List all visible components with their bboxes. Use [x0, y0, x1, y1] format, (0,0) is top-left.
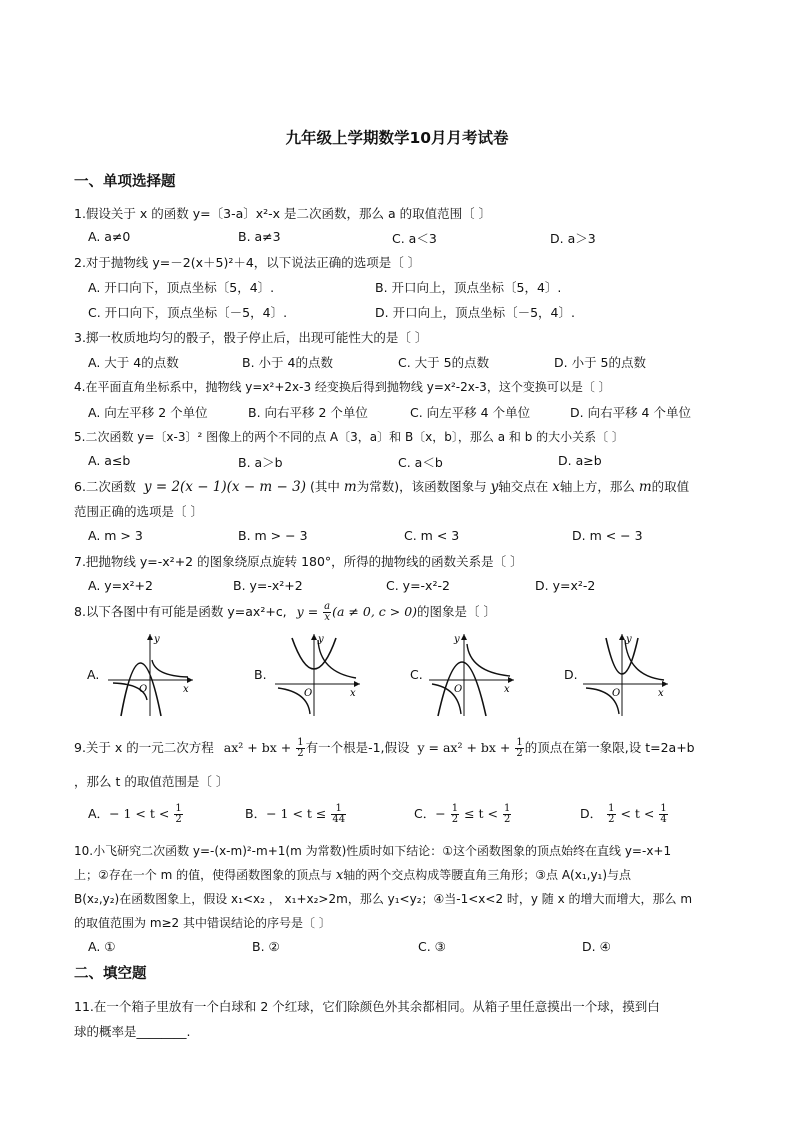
- q5-option-d: D. a≥b: [558, 453, 602, 468]
- q3-option-c: C. 大于 5的点数: [398, 355, 490, 370]
- q8-graph-a-label: A.: [87, 667, 100, 682]
- question-10-line3: B(x₂,y₂)在函数图象上，假设 x₁<x₂ ， x₁+x₂>2m，那么 y₁<y₂；④当-1<x<2 时，y 随 x 的增大而增大，那么 m: [74, 892, 693, 906]
- q8-graph-d-label: D.: [564, 667, 578, 682]
- q4-option-d: D. 向右平移 4 个单位: [570, 405, 691, 420]
- q8-graph-a-x-label: x: [183, 684, 189, 695]
- q8-graph-d-origin: O: [612, 688, 621, 699]
- q4-option-b: B. 向右平移 2 个单位: [248, 405, 368, 420]
- q9-option-b: B．− 1 < t ≤ $\frac{1}{44}$: [245, 803, 346, 825]
- q8-graph-c-y-label: y: [454, 634, 460, 645]
- question-4-stem: 4.在平面直角坐标系中，抛物线 y=x²+2x-3 经变换后得到抛物线 y=x²-2x-3，这个变换可以是〔 〕: [74, 380, 611, 394]
- q1-option-d: D. a＞3: [550, 231, 596, 246]
- q4-option-c: C. 向左平移 4 个单位: [410, 405, 531, 420]
- question-10-line4: 的取值范围为 m≥2 其中错误结论的序号是〔 〕: [74, 916, 331, 930]
- q5-option-c: C. a＜b: [398, 455, 443, 470]
- q8-graph-d-y-label: y: [626, 634, 632, 645]
- q8-graph-b-y-label: y: [318, 634, 324, 645]
- q7-option-b: B. y=-x²+2: [233, 578, 303, 593]
- question-6-stem-line2: 范围正确的选项是〔 〕: [74, 504, 203, 519]
- q2-option-d: D. 开口向上，顶点坐标〔－5，4〕.: [375, 305, 575, 320]
- section-heading-choice: 一、单项选择题: [74, 174, 176, 190]
- q8-graph-c-label: C.: [410, 667, 423, 682]
- question-10-line2: 上；②存在一个 m 的值，使得函数图象的顶点与 x轴的两个交点构成等腰直角三角形；③点 A(x₁,y₁)与点: [74, 868, 632, 883]
- q5-option-a: A. a≤b: [88, 453, 131, 468]
- q10-option-a: A. ①: [88, 939, 116, 954]
- q8-graph-c-x-label: x: [504, 684, 510, 695]
- section-heading-fill-blank: 二、填空题: [74, 966, 147, 982]
- q6-option-b: B. m > − 3: [238, 528, 308, 543]
- q8-graph-c-origin: O: [454, 684, 463, 695]
- q8-graph-a: [103, 630, 198, 718]
- q5-option-b: B. a＞b: [238, 455, 283, 470]
- q10-option-b: B. ②: [252, 939, 280, 954]
- q8-graph-b-origin: O: [304, 688, 313, 699]
- q6-formula: y = 2(x − 1)(x − m − 3): [143, 479, 306, 495]
- q1-option-c: C. a＜3: [392, 231, 437, 246]
- q8-graph-a-y-label: y: [154, 634, 160, 645]
- question-6-stem: 6.二次函数 y = 2(x − 1)(x − m − 3) (其中 m为常数)，该函数图象与 y轴交点在 x轴上方，那么 m的取值: [74, 479, 690, 495]
- q8-graph-a-origin: O: [139, 684, 148, 695]
- q8-graph-d: [578, 630, 673, 718]
- q8-graph-b-label: B.: [254, 667, 267, 682]
- q2-option-c: C. 开口向下，顶点坐标〔－5，4〕.: [88, 305, 288, 320]
- q8-graph-d-x-label: x: [658, 688, 664, 699]
- question-8-stem: 8.以下各图中有可能是函数 y=ax²+c, y = $\frac{a}{x}$ (a ≠ 0, c > 0)的图象是〔 〕: [74, 601, 497, 623]
- q7-option-c: C. y=-x²-2: [386, 578, 450, 593]
- q4-option-a: A. 向左平移 2 个单位: [88, 405, 208, 420]
- question-9-stem-line2: ，那么 t 的取值范围是〔 〕: [74, 774, 229, 789]
- q9-option-d: D． $\frac{1}{2}$ < t < $\frac{1}{4}$: [580, 803, 667, 825]
- q3-option-a: A. 大于 4的点数: [88, 355, 179, 370]
- q6-option-d: D. m < − 3: [572, 528, 643, 543]
- q10-option-c: C. ③: [418, 939, 446, 954]
- q8-graph-b-x-label: x: [350, 688, 356, 699]
- q8-graph-c: [424, 630, 519, 718]
- question-9-stem: 9.关于 x 的一元二次方程 ax² + bx + $\frac{1}{2}$ 有一个根是-1,假设 y = ax² + bx + $\frac{1}{2}$ 的顶点在第一象限,设 t=2a+b: [74, 737, 695, 759]
- q2-option-a: A. 开口向下，顶点坐标〔5，4〕.: [88, 280, 275, 295]
- q1-option-a: A. a≠0: [88, 229, 131, 244]
- q10-option-d: D. ④: [582, 939, 611, 954]
- q6-option-c: C. m < 3: [404, 528, 460, 543]
- question-10-line1: 10.小飞研究二次函数 y=-(x-m)²-m+1(m 为常数)性质时如下结论：①这个函数图象的顶点始终在直线 y=-x+1: [74, 844, 672, 858]
- q3-option-b: B. 小于 4的点数: [242, 355, 333, 370]
- q3-option-d: D. 小于 5的点数: [554, 355, 646, 370]
- q7-option-d: D. y=x²-2: [535, 578, 596, 593]
- q8-graph-b: [270, 630, 365, 718]
- question-2-stem: 2.对于抛物线 y=－2(x＋5)²＋4，以下说法正确的选项是〔 〕: [74, 255, 421, 270]
- q9-option-a: A．− 1 < t < $\frac{1}{2}$: [88, 803, 182, 825]
- q6-option-a: A. m > 3: [88, 528, 143, 543]
- page-title: 九年级上学期数学10月月考试卷: [285, 129, 509, 147]
- question-7-stem: 7.把抛物线 y=-x²+2 的图象绕原点旋转 180°，所得的抛物线的函数关系是〔 〕: [74, 554, 523, 569]
- q2-option-b: B. 开口向上，顶点坐标〔5，4〕.: [375, 280, 562, 295]
- question-1-stem: 1.假设关于 x 的函数 y=〔3-a〕x²-x 是二次函数，那么 a 的取值范围〔 〕: [74, 206, 492, 221]
- q7-option-a: A. y=x²+2: [88, 578, 153, 593]
- q1-option-b: B. a≠3: [238, 229, 281, 244]
- q9-option-c: C．− $\frac{1}{2}$ ≤ t < $\frac{1}{2}$: [414, 803, 511, 825]
- question-11-line2: 球的概率是________.: [74, 1024, 191, 1039]
- question-5-stem: 5.二次函数 y=〔x-3〕² 图像上的两个不同的点 A〔3，a〕和 B〔x，b〕，那么 a 和 b 的大小关系〔 〕: [74, 430, 624, 444]
- question-11-line1: 11.在一个箱子里放有一个白球和 2 个红球，它们除颜色外其余都相同。从箱子里任意摸出一个球，摸到白: [74, 999, 660, 1014]
- question-3-stem: 3.掷一枚质地均匀的骰子，骰子停止后，出现可能性大的是〔 〕: [74, 330, 428, 345]
